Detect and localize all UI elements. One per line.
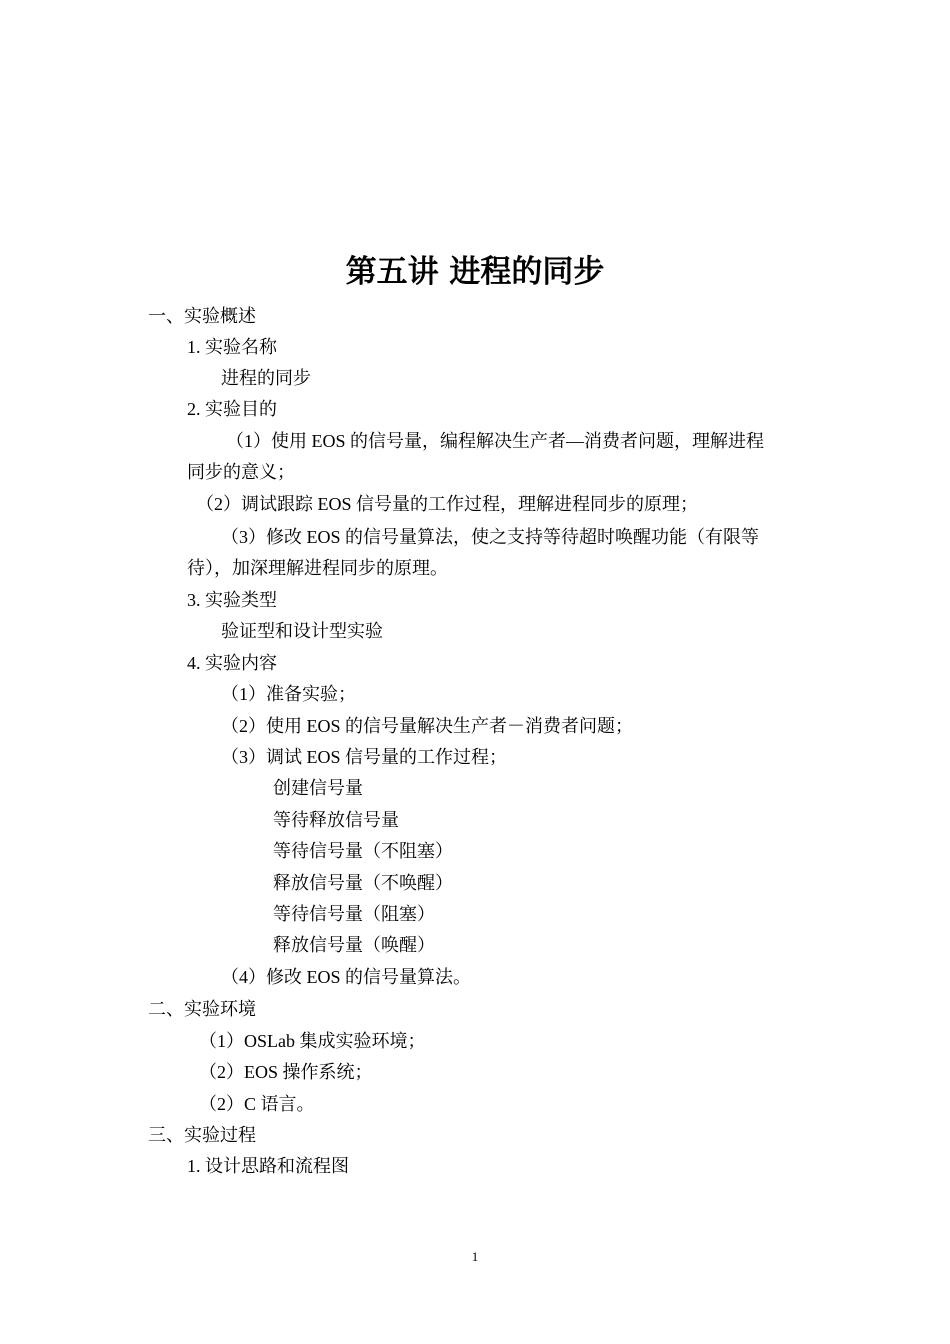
section-heading-process: 三、实验过程 xyxy=(148,1125,256,1145)
environment-item: （2）C 语言。 xyxy=(199,1094,315,1114)
experiment-type: 验证型和设计型实验 xyxy=(221,621,383,641)
content-sub-item: 等待信号量（不阻塞） xyxy=(273,841,453,861)
environment-item: （1）OSLab 集成实验环境； xyxy=(199,1031,426,1051)
page-title: 第五讲 进程的同步 xyxy=(345,254,605,290)
subsection-heading-content: 4. 实验内容 xyxy=(187,653,277,673)
content-item: （3）调试 EOS 信号量的工作过程； xyxy=(221,747,508,767)
content-item: （1）准备实验； xyxy=(221,684,356,704)
subsection-heading-type: 3. 实验类型 xyxy=(187,590,277,610)
content-sub-item: 释放信号量（不唤醒） xyxy=(273,873,453,893)
experiment-name: 进程的同步 xyxy=(221,368,311,388)
purpose-item: （1）使用 EOS 的信号量，编程解决生产者—消费者问题，理解进程 xyxy=(226,431,765,451)
purpose-item: （3）修改 EOS 的信号量算法，使之支持等待超时唤醒功能（有限等 xyxy=(221,527,760,547)
section-heading-overview: 一、实验概述 xyxy=(148,306,256,326)
content-item: （4）修改 EOS 的信号量算法。 xyxy=(221,967,472,987)
subsection-heading-design: 1. 设计思路和流程图 xyxy=(187,1156,349,1176)
content-sub-item: 释放信号量（唤醒） xyxy=(273,935,435,955)
subsection-heading-purpose: 2. 实验目的 xyxy=(187,399,277,419)
purpose-item: 待），加深理解进程同步的原理。 xyxy=(187,558,448,578)
content-sub-item: 创建信号量 xyxy=(273,778,363,798)
content-sub-item: 等待信号量（阻塞） xyxy=(273,904,435,924)
purpose-item: 同步的意义； xyxy=(187,462,295,482)
content-item: （2）使用 EOS 的信号量解决生产者－消费者问题； xyxy=(221,716,634,736)
section-heading-environment: 二、实验环境 xyxy=(148,999,256,1019)
content-sub-item: 等待释放信号量 xyxy=(273,810,399,830)
environment-item: （2）EOS 操作系统； xyxy=(199,1062,373,1082)
subsection-heading-name: 1. 实验名称 xyxy=(187,337,277,357)
purpose-item: （2）调试跟踪 EOS 信号量的工作过程，理解进程同步的原理； xyxy=(196,494,699,514)
page-number: 1 xyxy=(471,1249,479,1264)
